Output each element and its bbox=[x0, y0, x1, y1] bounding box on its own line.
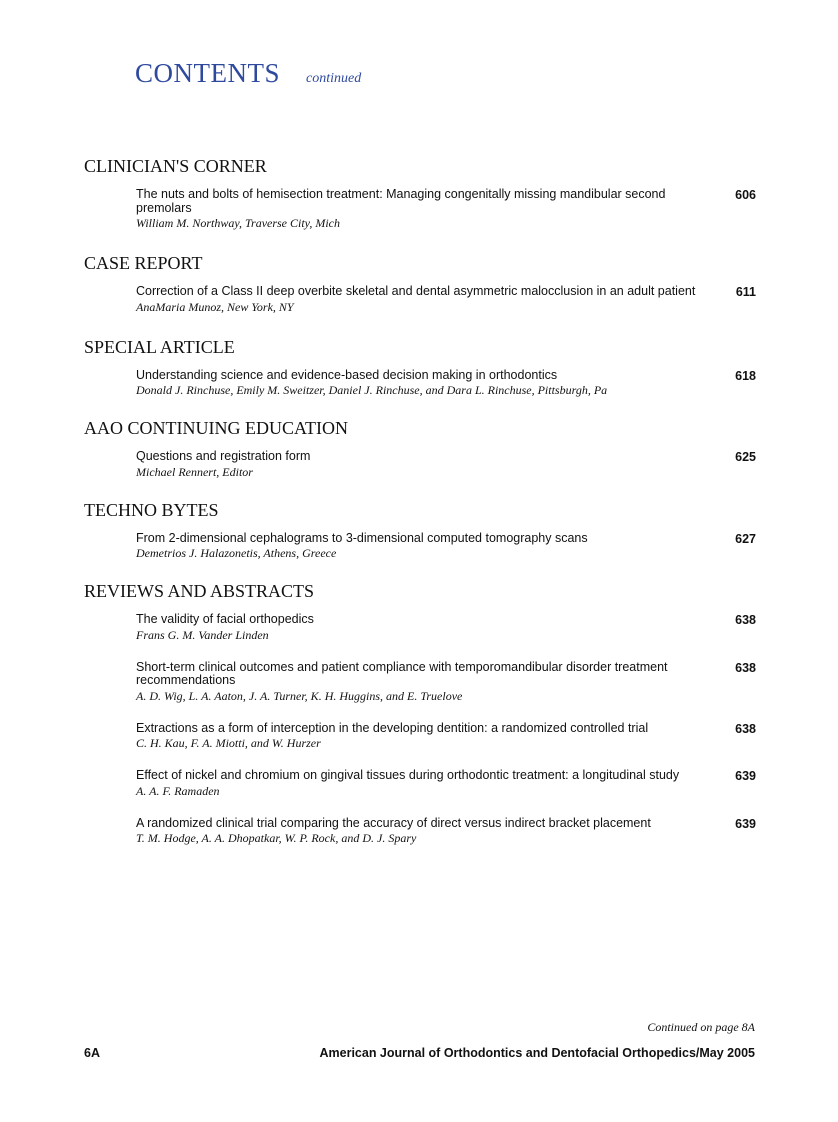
article-page-number[interactable]: 627 bbox=[735, 531, 756, 546]
toc-entry[interactable] bbox=[136, 450, 756, 480]
toc-section bbox=[84, 499, 756, 562]
article-page-number[interactable]: 639 bbox=[735, 816, 756, 831]
article-authors: A. A. F. Ramaden bbox=[136, 783, 220, 798]
continued-note: Continued on page 8A bbox=[647, 1020, 755, 1034]
article-title[interactable]: Extractions as a form of interception in the developing dentition: a randomized controlled trial bbox=[136, 720, 649, 735]
article-title[interactable]: Effect of nickel and chromium on gingival tissues during orthodontic treatment: a longitudinal study bbox=[136, 768, 680, 782]
toc-entry[interactable] bbox=[136, 532, 756, 562]
article-title[interactable]: Correction of a Class II deep overbite skeletal and dental asymmetric malocclusion in an adult patient bbox=[136, 284, 696, 298]
toc-section bbox=[84, 580, 756, 846]
article-authors: Frans G. M. Vander Linden bbox=[136, 627, 269, 642]
toc-entry[interactable] bbox=[136, 369, 756, 399]
article-title[interactable]: The validity of facial orthopedics bbox=[136, 612, 314, 626]
article-page-number[interactable]: 638 bbox=[735, 660, 756, 675]
toc-section bbox=[84, 336, 756, 399]
footer-page-number: 6A bbox=[84, 1046, 100, 1060]
article-page-number[interactable]: 611 bbox=[735, 285, 756, 299]
toc-entry[interactable] bbox=[136, 613, 756, 643]
article-authors: Demetrios J. Halazonetis, Athens, Greece bbox=[136, 546, 337, 560]
toc-section bbox=[84, 417, 756, 480]
section-heading: TECHNO BYTES bbox=[84, 499, 219, 520]
toc-entry[interactable] bbox=[136, 285, 756, 315]
toc-entry[interactable] bbox=[136, 722, 756, 752]
article-authors: A. D. Wig, L. A. Aaton, J. A. Turner, K. H. Huggins, and E. Truelove bbox=[136, 688, 463, 703]
article-title[interactable]: Understanding science and evidence-based decision making in orthodontics bbox=[136, 367, 558, 382]
page-title: CONTENTS bbox=[135, 58, 280, 88]
article-authors: William M. Northway, Traverse City, Mich bbox=[136, 216, 340, 230]
article-page-number[interactable]: 638 bbox=[735, 721, 756, 736]
toc-section bbox=[84, 155, 756, 231]
section-heading: SPECIAL ARTICLE bbox=[84, 336, 235, 357]
toc-entry[interactable] bbox=[136, 661, 756, 704]
article-title[interactable]: The nuts and bolts of hemisection treatment: Managing congenitally missing mandibular second premolars bbox=[136, 187, 666, 215]
article-authors: Michael Rennert, Editor bbox=[136, 464, 253, 479]
toc-entry[interactable] bbox=[136, 817, 756, 847]
article-title[interactable]: From 2-dimensional cephalograms to 3-dimensional computed tomography scans bbox=[136, 530, 588, 545]
page-subtitle: continued bbox=[306, 71, 362, 86]
section-heading: REVIEWS AND ABSTRACTS bbox=[84, 581, 315, 601]
toc-entry[interactable] bbox=[136, 188, 756, 231]
article-title[interactable]: Questions and registration form bbox=[136, 449, 311, 463]
article-page-number[interactable]: 639 bbox=[735, 769, 756, 783]
section-heading: CLINICIAN'S CORNER bbox=[84, 156, 267, 176]
toc-entry[interactable] bbox=[136, 769, 756, 799]
page-header bbox=[135, 58, 361, 89]
article-authors: C. H. Kau, F. A. Miotti, and W. Hurzer bbox=[136, 736, 321, 750]
article-authors: Donald J. Rinchuse, Emily M. Sweitzer, Daniel J. Rinchuse, and Dara L. Rinchuse, Pittsburgh, Pa bbox=[136, 383, 608, 397]
table-of-contents bbox=[84, 155, 756, 846]
article-page-number[interactable]: 625 bbox=[735, 450, 756, 464]
toc-section bbox=[84, 252, 756, 315]
article-page-number[interactable]: 638 bbox=[735, 613, 756, 627]
article-authors: AnaMaria Munoz, New York, NY bbox=[136, 299, 294, 314]
article-page-number[interactable]: 606 bbox=[735, 188, 756, 202]
article-page-number[interactable]: 618 bbox=[735, 368, 756, 383]
section-heading: AAO CONTINUING EDUCATION bbox=[84, 418, 348, 438]
article-authors: T. M. Hodge, A. A. Dhopatkar, W. P. Rock, and D. J. Spary bbox=[136, 831, 417, 845]
article-title[interactable]: A randomized clinical trial comparing the accuracy of direct versus indirect bracket placement bbox=[136, 815, 651, 830]
article-title[interactable]: Short-term clinical outcomes and patient compliance with temporomandibular disorder treatment recommendations bbox=[136, 659, 668, 687]
section-heading: CASE REPORT bbox=[84, 253, 203, 273]
footer-journal-name: American Journal of Orthodontics and Dentofacial Orthopedics/May 2005 bbox=[319, 1046, 755, 1060]
